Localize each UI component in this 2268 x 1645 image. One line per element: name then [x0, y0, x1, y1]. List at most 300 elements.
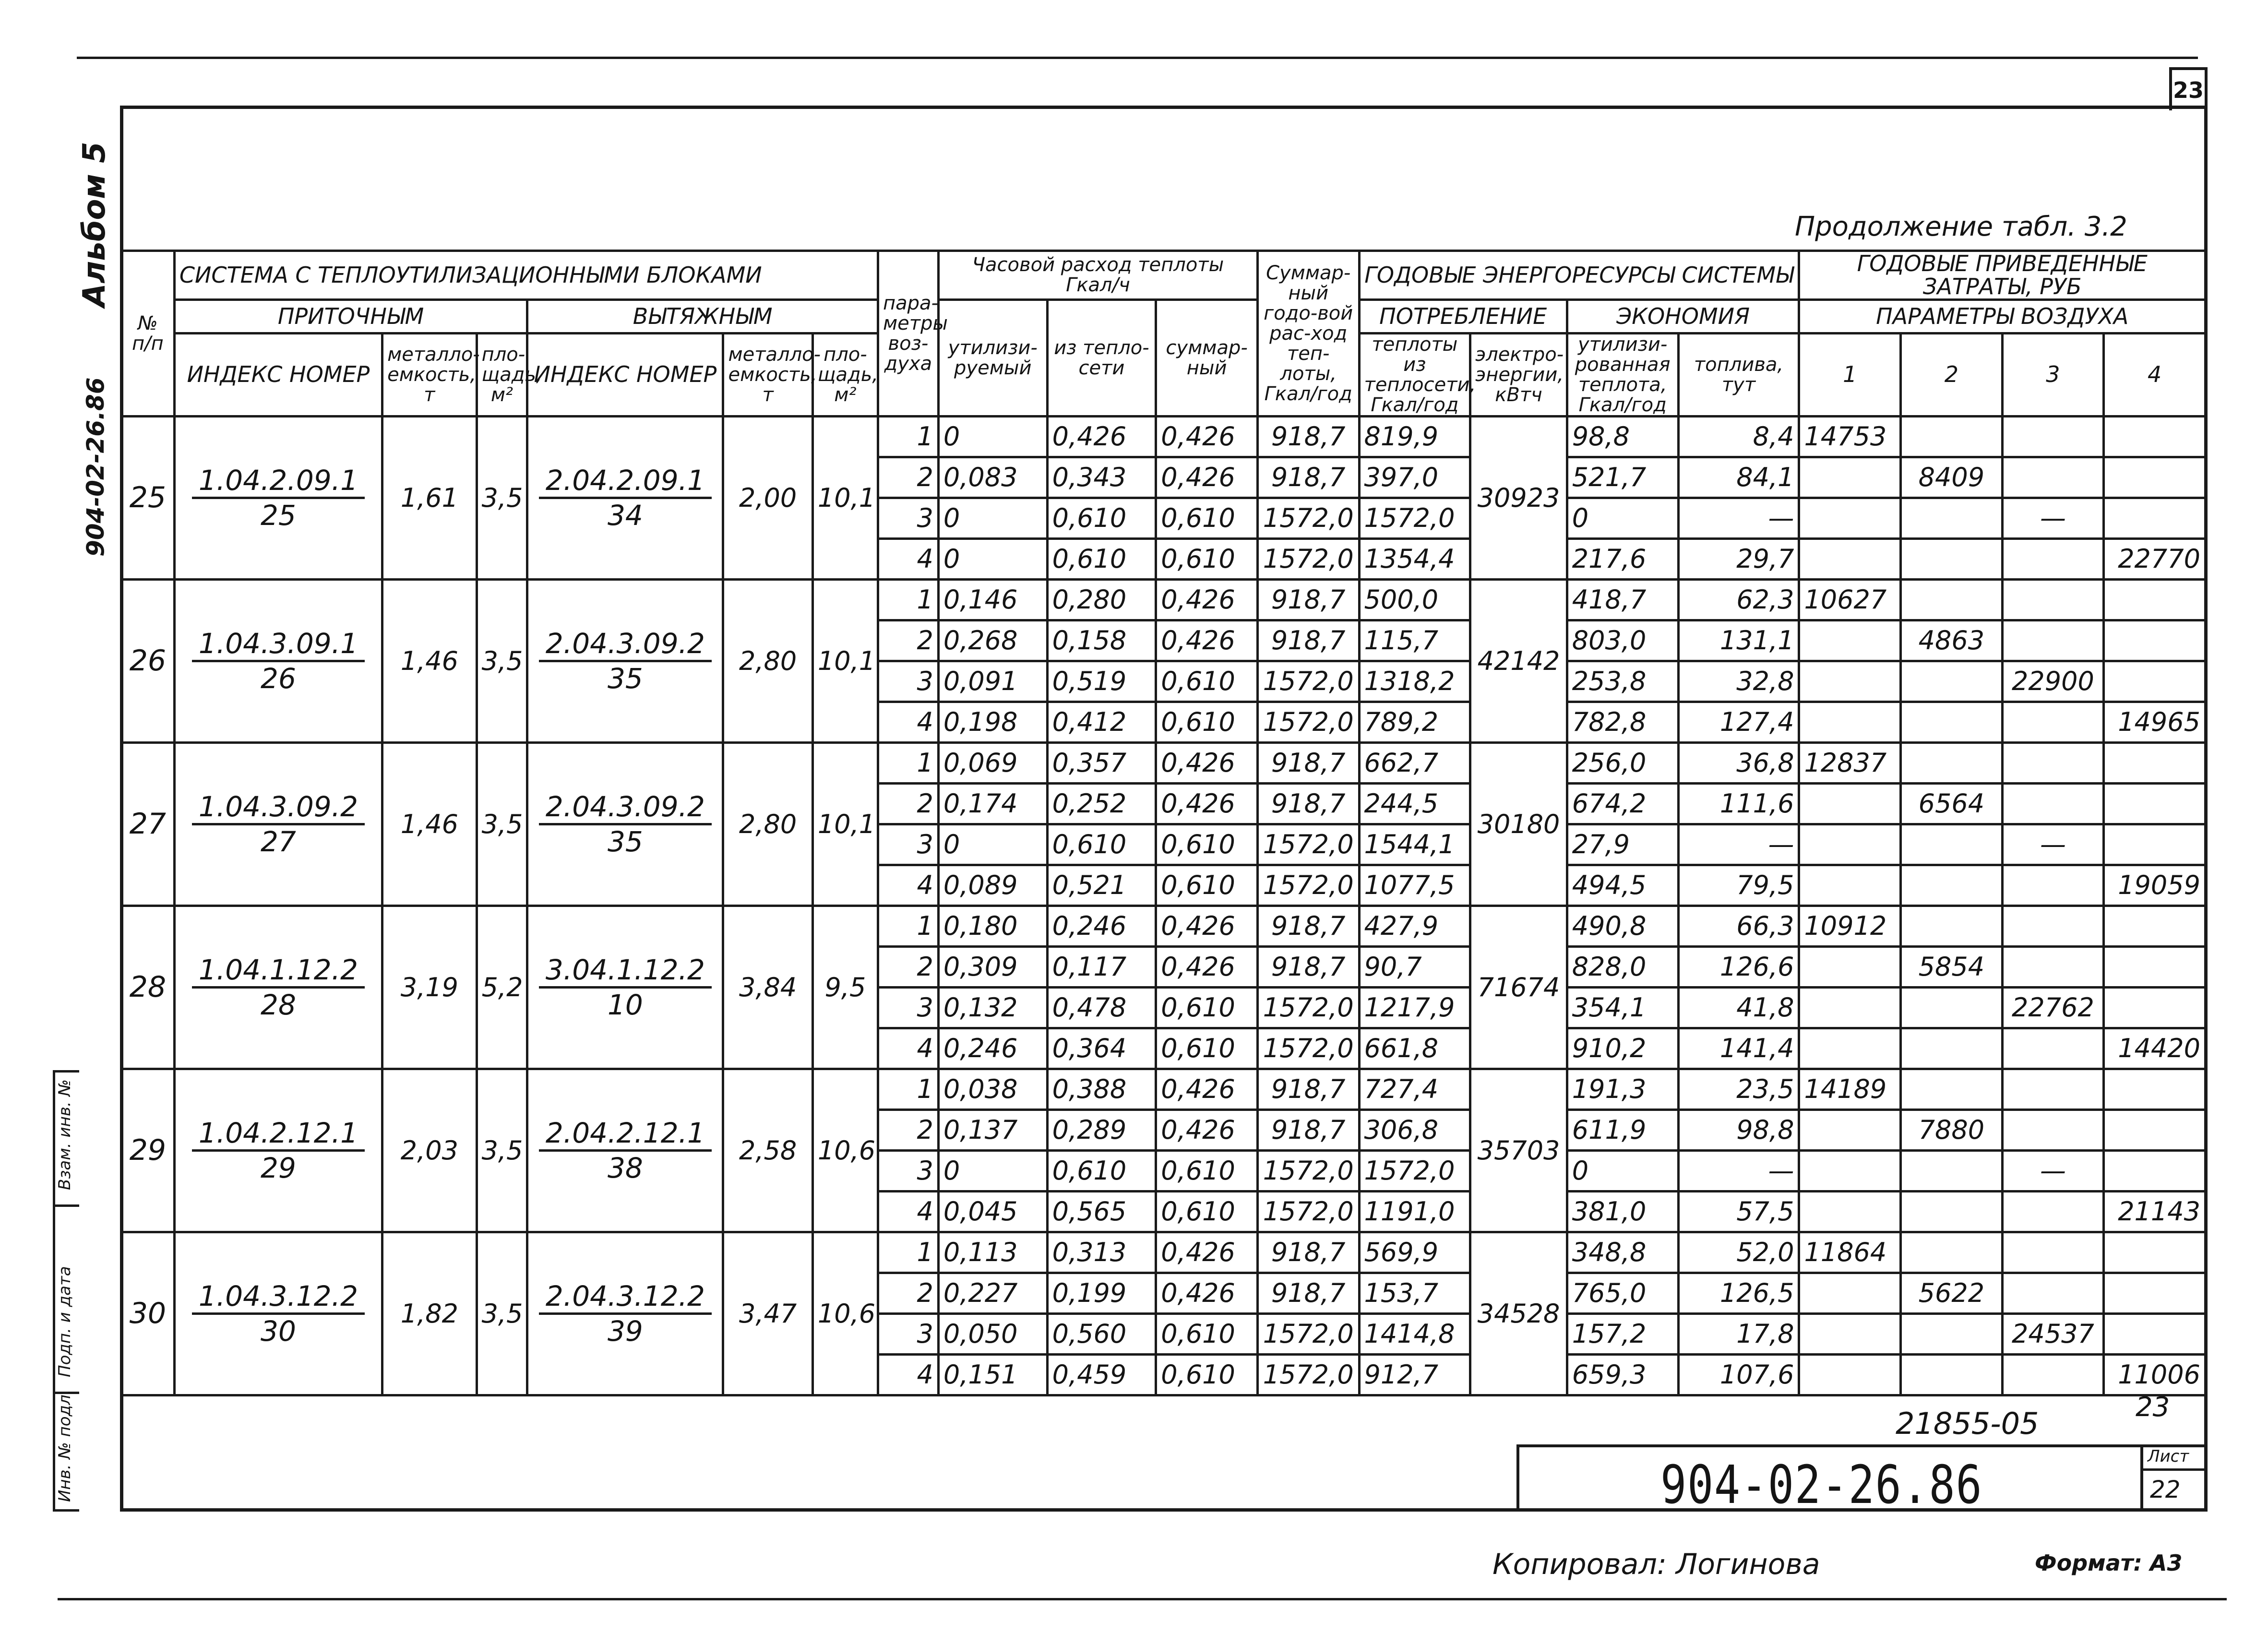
- hourly-from-network: 0,560: [1047, 1313, 1156, 1354]
- table-row: [121, 906, 2206, 946]
- hourly-utilized: 0: [938, 824, 1047, 865]
- air-param: 2: [878, 620, 938, 661]
- supply-area: 3,5: [477, 1069, 527, 1232]
- annual-total: 918,7: [1257, 620, 1359, 661]
- heat-utilized: 782,8: [1567, 702, 1678, 742]
- air-param: 3: [878, 661, 938, 702]
- hourly-utilized: 0,132: [938, 987, 1047, 1028]
- col-electricity: электро-энергии, кВтч: [1470, 333, 1567, 416]
- cost-param-1: [1799, 783, 1901, 824]
- hourly-from-network: 0,388: [1047, 1069, 1156, 1109]
- hourly-total: 0,610: [1156, 702, 1258, 742]
- supply-index-number: [174, 1232, 382, 1395]
- sheet-label: Лист: [2148, 1447, 2189, 1466]
- heat-from-network: 1544,1: [1359, 824, 1470, 865]
- stamp-sign-date: Подп. и дата: [55, 1266, 74, 1377]
- cost-param-4: [2104, 946, 2206, 987]
- heat-utilized: 418,7: [1567, 579, 1678, 620]
- heat-from-network: 1354,4: [1359, 538, 1470, 579]
- cost-param-1: [1799, 824, 1901, 865]
- exhaust-metal: 3,84: [723, 906, 812, 1069]
- col-air-params: пара-метры воз-духа: [878, 251, 938, 417]
- annual-total: 1572,0: [1257, 824, 1359, 865]
- col-fuel: топлива, тут: [1678, 333, 1799, 416]
- annual-total: 918,7: [1257, 1069, 1359, 1109]
- cost-param-4: 19059: [2104, 865, 2206, 906]
- hourly-from-network: 0,117: [1047, 946, 1156, 987]
- annual-total: 918,7: [1257, 416, 1359, 457]
- supply-metal: 1,46: [382, 579, 477, 742]
- fuel: 52,0: [1678, 1232, 1799, 1273]
- air-param: 3: [878, 498, 938, 538]
- sheet-small: 23: [2136, 1392, 2170, 1423]
- fuel: 79,5: [1678, 865, 1799, 906]
- col-supply-metal: металло-емкость, т: [382, 333, 477, 416]
- row-number: 27: [121, 742, 175, 906]
- hourly-total: 0,610: [1156, 498, 1258, 538]
- annual-total: 1572,0: [1257, 865, 1359, 906]
- cost-param-1: [1799, 1150, 1901, 1191]
- col-cost-2: 2: [1901, 333, 2003, 416]
- cost-param-2: 8409: [1901, 457, 2003, 498]
- col-heat-utilized: утилизи-рованная теплота, Гкал/год: [1567, 333, 1678, 416]
- cost-param-3: —: [2002, 824, 2104, 865]
- air-param: 4: [878, 538, 938, 579]
- title-block-divider: [2140, 1468, 2208, 1471]
- heat-utilized: 0: [1567, 498, 1678, 538]
- heat-utilized: 98,8: [1567, 416, 1678, 457]
- hourly-total: 0,426: [1156, 1069, 1258, 1109]
- exhaust-index-number-index: 2.04.3.12.2: [539, 1280, 712, 1315]
- hourly-from-network: 0,357: [1047, 742, 1156, 783]
- heat-utilized: 611,9: [1567, 1109, 1678, 1150]
- fuel: 62,3: [1678, 579, 1799, 620]
- heat-from-network: 1318,2: [1359, 661, 1470, 702]
- hourly-total: 0,610: [1156, 1354, 1258, 1395]
- exhaust-area: 9,5: [812, 906, 878, 1069]
- hourly-utilized: 0: [938, 1150, 1047, 1191]
- cost-param-4: [2104, 457, 2206, 498]
- heat-from-network: 569,9: [1359, 1232, 1470, 1273]
- cost-param-1: [1799, 498, 1901, 538]
- col-exhaust: ВЫТЯЖНЫМ: [527, 299, 878, 333]
- top-trim-line: [77, 57, 2198, 59]
- supply-index-number-number: 30: [261, 1314, 296, 1347]
- exhaust-index-number-index: 2.04.2.12.1: [539, 1117, 712, 1152]
- exhaust-index-number: [527, 1069, 723, 1232]
- supply-index-number-index: 1.04.2.12.1: [192, 1117, 365, 1152]
- supply-index-number-index: 1.04.2.09.1: [192, 464, 365, 499]
- col-utilized: утилизи-руемый: [938, 299, 1047, 416]
- fuel: 98,8: [1678, 1109, 1799, 1150]
- hourly-from-network: 0,364: [1047, 1028, 1156, 1069]
- heat-utilized: 910,2: [1567, 1028, 1678, 1069]
- supply-area: 3,5: [477, 1232, 527, 1395]
- cost-param-3: —: [2002, 1150, 2104, 1191]
- exhaust-area: 10,6: [812, 1232, 878, 1395]
- supply-index-number: [174, 416, 382, 579]
- supply-area: 5,2: [477, 906, 527, 1069]
- heat-from-network: 244,5: [1359, 783, 1470, 824]
- supply-index-number-fraction: [192, 1117, 365, 1184]
- cost-param-1: [1799, 1109, 1901, 1150]
- annual-total: 1572,0: [1257, 1191, 1359, 1232]
- air-param: 4: [878, 1028, 938, 1069]
- table-row: [121, 579, 2206, 620]
- annual-total: 918,7: [1257, 906, 1359, 946]
- fuel: 57,5: [1678, 1191, 1799, 1232]
- hourly-from-network: 0,519: [1047, 661, 1156, 702]
- hourly-utilized: 0: [938, 498, 1047, 538]
- air-param: 3: [878, 824, 938, 865]
- sheet-value: 22: [2150, 1476, 2181, 1503]
- cost-param-2: [1901, 865, 2003, 906]
- hourly-utilized: 0,083: [938, 457, 1047, 498]
- cost-param-1: [1799, 1313, 1901, 1354]
- heat-utilized: 659,3: [1567, 1354, 1678, 1395]
- air-param: 2: [878, 783, 938, 824]
- cost-param-3: [2002, 783, 2104, 824]
- exhaust-index-number: [527, 906, 723, 1069]
- fuel: 17,8: [1678, 1313, 1799, 1354]
- heat-from-network: 662,7: [1359, 742, 1470, 783]
- exhaust-index-number-number: 35: [608, 825, 643, 858]
- sheet-number: 23: [2173, 77, 2204, 103]
- hourly-total: 0,426: [1156, 1273, 1258, 1313]
- row-number: 29: [121, 1069, 175, 1232]
- supply-index-number-number: 29: [261, 1151, 296, 1184]
- hourly-from-network: 0,565: [1047, 1191, 1156, 1232]
- fuel: 107,6: [1678, 1354, 1799, 1395]
- hourly-from-network: 0,521: [1047, 865, 1156, 906]
- cost-param-2: [1901, 742, 2003, 783]
- cost-param-4: [2104, 579, 2206, 620]
- cost-param-4: 14965: [2104, 702, 2206, 742]
- heat-from-network: 727,4: [1359, 1069, 1470, 1109]
- row-number: 30: [121, 1232, 175, 1395]
- air-param: 1: [878, 416, 938, 457]
- cost-param-4: [2104, 1150, 2206, 1191]
- heat-utilized: 256,0: [1567, 742, 1678, 783]
- cost-param-2: 5622: [1901, 1273, 2003, 1313]
- cost-param-3: [2002, 1191, 2104, 1232]
- cost-param-1: [1799, 865, 1901, 906]
- col-energy-group: ГОДОВЫЕ ЭНЕРГОРЕСУРСЫ СИСТЕМЫ: [1359, 251, 1799, 300]
- annual-total: 918,7: [1257, 579, 1359, 620]
- hourly-utilized: 0,045: [938, 1191, 1047, 1232]
- table-row: [121, 1069, 2206, 1109]
- cost-param-3: 24537: [2002, 1313, 2104, 1354]
- cost-param-1: [1799, 1028, 1901, 1069]
- fuel: —: [1678, 824, 1799, 865]
- air-param: 4: [878, 702, 938, 742]
- stamp-inv-no: Инв. № подл.: [55, 1389, 74, 1502]
- hourly-total: 0,610: [1156, 824, 1258, 865]
- heat-from-network: 500,0: [1359, 579, 1470, 620]
- electricity: 30180: [1470, 742, 1567, 906]
- annual-total: 1572,0: [1257, 1028, 1359, 1069]
- cost-param-1: [1799, 620, 1901, 661]
- air-param: 4: [878, 865, 938, 906]
- heat-utilized: 494,5: [1567, 865, 1678, 906]
- hourly-utilized: 0,198: [938, 702, 1047, 742]
- cost-param-4: [2104, 416, 2206, 457]
- hourly-utilized: 0,151: [938, 1354, 1047, 1395]
- cost-param-2: 5854: [1901, 946, 2003, 987]
- col-exhaust-area: пло-щадь, м²: [812, 333, 878, 416]
- fuel: 29,7: [1678, 538, 1799, 579]
- table-row: [121, 742, 2206, 783]
- supply-index-number-number: 28: [261, 988, 296, 1021]
- hourly-from-network: 0,478: [1047, 987, 1156, 1028]
- heat-utilized: 191,3: [1567, 1069, 1678, 1109]
- hourly-utilized: 0,174: [938, 783, 1047, 824]
- fuel: 127,4: [1678, 702, 1799, 742]
- hourly-total: 0,426: [1156, 906, 1258, 946]
- heat-utilized: 765,0: [1567, 1273, 1678, 1313]
- hourly-total: 0,610: [1156, 1028, 1258, 1069]
- heat-from-network: 1077,5: [1359, 865, 1470, 906]
- cost-param-3: —: [2002, 498, 2104, 538]
- cost-param-1: [1799, 946, 1901, 987]
- exhaust-metal: 2,80: [723, 579, 812, 742]
- cost-param-4: [2104, 987, 2206, 1028]
- cost-param-3: [2002, 865, 2104, 906]
- cost-param-4: [2104, 783, 2206, 824]
- heat-from-network: 1572,0: [1359, 498, 1470, 538]
- cost-param-2: [1901, 498, 2003, 538]
- supply-index-number: [174, 579, 382, 742]
- bottom-trim-line: [58, 1598, 2227, 1600]
- annual-total: 918,7: [1257, 457, 1359, 498]
- exhaust-area: 10,1: [812, 742, 878, 906]
- supply-index-number-index: 1.04.3.12.2: [192, 1280, 365, 1315]
- electricity: 71674: [1470, 906, 1567, 1069]
- data-table: [120, 250, 2207, 1396]
- cost-param-3: 22762: [2002, 987, 2104, 1028]
- cost-param-1: 11864: [1799, 1232, 1901, 1273]
- supply-index-number-fraction: [192, 1280, 365, 1347]
- hourly-from-network: 0,313: [1047, 1232, 1156, 1273]
- fuel: 131,1: [1678, 620, 1799, 661]
- hourly-total: 0,426: [1156, 1109, 1258, 1150]
- exhaust-index-number-number: 38: [608, 1151, 643, 1184]
- document-code: 904-02-26.86: [1660, 1454, 1983, 1515]
- exhaust-metal: 2,00: [723, 416, 812, 579]
- cost-param-2: [1901, 1028, 2003, 1069]
- fuel: 66,3: [1678, 906, 1799, 946]
- exhaust-index-number-fraction: [539, 954, 712, 1021]
- row-number: 28: [121, 906, 175, 1069]
- heat-utilized: 27,9: [1567, 824, 1678, 865]
- exhaust-index-number-fraction: [539, 1117, 712, 1184]
- cost-param-4: 22770: [2104, 538, 2206, 579]
- hourly-total: 0,426: [1156, 946, 1258, 987]
- cost-param-2: 4863: [1901, 620, 2003, 661]
- annual-total: 1572,0: [1257, 498, 1359, 538]
- supply-index-number-number: 25: [261, 499, 296, 532]
- table-row: [121, 416, 2206, 457]
- fuel: 126,5: [1678, 1273, 1799, 1313]
- supply-area: 3,5: [477, 742, 527, 906]
- hourly-from-network: 0,610: [1047, 824, 1156, 865]
- col-cost-4: 4: [2104, 333, 2206, 416]
- hourly-total: 0,426: [1156, 620, 1258, 661]
- hourly-total: 0,426: [1156, 579, 1258, 620]
- heat-from-network: 661,8: [1359, 1028, 1470, 1069]
- hourly-utilized: 0,113: [938, 1232, 1047, 1273]
- supply-index-number-index: 1.04.3.09.2: [192, 790, 365, 825]
- cost-param-1: 10912: [1799, 906, 1901, 946]
- cost-param-2: [1901, 987, 2003, 1028]
- fuel: 32,8: [1678, 661, 1799, 702]
- fuel: 141,4: [1678, 1028, 1799, 1069]
- annual-total: 1572,0: [1257, 1354, 1359, 1395]
- hourly-utilized: 0,069: [938, 742, 1047, 783]
- hourly-from-network: 0,412: [1047, 702, 1156, 742]
- exhaust-area: 10,6: [812, 1069, 878, 1232]
- electricity: 42142: [1470, 579, 1567, 742]
- heat-utilized: 217,6: [1567, 538, 1678, 579]
- exhaust-metal: 2,80: [723, 742, 812, 906]
- air-param: 2: [878, 457, 938, 498]
- supply-area: 3,5: [477, 416, 527, 579]
- heat-from-network: 1414,8: [1359, 1313, 1470, 1354]
- fuel: 36,8: [1678, 742, 1799, 783]
- row-number: 25: [121, 416, 175, 579]
- supply-index-number-fraction: [192, 954, 365, 1021]
- fuel: 84,1: [1678, 457, 1799, 498]
- col-cost-1: 1: [1799, 333, 1901, 416]
- hourly-total: 0,610: [1156, 661, 1258, 702]
- hourly-from-network: 0,289: [1047, 1109, 1156, 1150]
- col-no: № п/п: [121, 251, 175, 417]
- exhaust-index-number-number: 39: [608, 1314, 643, 1347]
- col-system-group: СИСТЕМА С ТЕПЛОУТИЛИЗАЦИОННЫМИ БЛОКАМИ: [174, 251, 878, 300]
- heat-from-network: 1191,0: [1359, 1191, 1470, 1232]
- electricity: 35703: [1470, 1069, 1567, 1232]
- hourly-total: 0,610: [1156, 1191, 1258, 1232]
- album-code: 904-02-26.86: [82, 377, 109, 557]
- cost-param-1: 12837: [1799, 742, 1901, 783]
- cost-param-3: [2002, 457, 2104, 498]
- heat-from-network: 789,2: [1359, 702, 1470, 742]
- hourly-from-network: 0,343: [1047, 457, 1156, 498]
- hourly-utilized: 0,180: [938, 906, 1047, 946]
- cost-param-4: [2104, 620, 2206, 661]
- air-param: 3: [878, 1313, 938, 1354]
- hourly-from-network: 0,426: [1047, 416, 1156, 457]
- supply-index-number-fraction: [192, 627, 365, 695]
- exhaust-index-number-fraction: [539, 464, 712, 532]
- heat-utilized: 348,8: [1567, 1232, 1678, 1273]
- exhaust-index-number-fraction: [539, 790, 712, 858]
- exhaust-metal: 2,58: [723, 1069, 812, 1232]
- cost-param-2: 6564: [1901, 783, 2003, 824]
- cost-param-1: 10627: [1799, 579, 1901, 620]
- cost-param-2: [1901, 1150, 2003, 1191]
- annual-total: 1572,0: [1257, 702, 1359, 742]
- annual-total: 1572,0: [1257, 987, 1359, 1028]
- hourly-total: 0,426: [1156, 783, 1258, 824]
- supply-index-number-index: 1.04.3.09.1: [192, 627, 365, 662]
- hourly-total: 0,426: [1156, 1232, 1258, 1273]
- cost-param-4: [2104, 661, 2206, 702]
- cost-param-3: [2002, 620, 2104, 661]
- heat-from-network: 115,7: [1359, 620, 1470, 661]
- fuel: 111,6: [1678, 783, 1799, 824]
- electricity: 30923: [1470, 416, 1567, 579]
- col-hourly-group: Часовой расход теплоты Гкал/ч: [938, 251, 1257, 300]
- cost-param-2: [1901, 1354, 2003, 1395]
- exhaust-index-number-number: 35: [608, 662, 643, 695]
- cost-param-1: 14189: [1799, 1069, 1901, 1109]
- air-param: 1: [878, 1232, 938, 1273]
- supply-index-number: [174, 1069, 382, 1232]
- annual-total: 1572,0: [1257, 1150, 1359, 1191]
- hourly-total: 0,610: [1156, 865, 1258, 906]
- air-param: 3: [878, 1150, 938, 1191]
- cost-param-3: [2002, 416, 2104, 457]
- cost-param-1: [1799, 457, 1901, 498]
- cost-param-1: [1799, 987, 1901, 1028]
- supply-index-number-number: 27: [261, 825, 296, 858]
- hourly-from-network: 0,459: [1047, 1354, 1156, 1395]
- table-row: [121, 1232, 2206, 1273]
- album-label: Альбом 5: [77, 142, 112, 307]
- heat-utilized: 828,0: [1567, 946, 1678, 987]
- cost-param-2: [1901, 416, 2003, 457]
- air-param: 1: [878, 906, 938, 946]
- exhaust-index-number: [527, 742, 723, 906]
- cost-param-4: [2104, 1069, 2206, 1109]
- hourly-from-network: 0,610: [1047, 538, 1156, 579]
- fuel: —: [1678, 1150, 1799, 1191]
- cost-param-3: [2002, 702, 2104, 742]
- annual-total: 918,7: [1257, 742, 1359, 783]
- exhaust-index-number-index: 3.04.1.12.2: [539, 954, 712, 989]
- col-from-network: из тепло-сети: [1047, 299, 1156, 416]
- supply-index-number-fraction: [192, 464, 365, 532]
- cost-param-4: [2104, 906, 2206, 946]
- hourly-total: 0,610: [1156, 987, 1258, 1028]
- hourly-utilized: 0,268: [938, 620, 1047, 661]
- supply-metal: 3,19: [382, 906, 477, 1069]
- hourly-from-network: 0,246: [1047, 906, 1156, 946]
- electricity: 34528: [1470, 1232, 1567, 1395]
- exhaust-index-number-index: 2.04.2.09.1: [539, 464, 712, 499]
- supply-index-number-number: 26: [261, 662, 296, 695]
- cost-param-3: [2002, 538, 2104, 579]
- air-param: 1: [878, 1069, 938, 1109]
- hourly-utilized: 0,091: [938, 661, 1047, 702]
- hourly-utilized: 0,246: [938, 1028, 1047, 1069]
- annual-total: 918,7: [1257, 783, 1359, 824]
- exhaust-index-number: [527, 416, 723, 579]
- cost-param-3: [2002, 579, 2104, 620]
- cost-param-4: [2104, 742, 2206, 783]
- exhaust-index-number-index: 2.04.3.09.2: [539, 627, 712, 662]
- exhaust-index-number-number: 34: [608, 499, 643, 532]
- hourly-total: 0,610: [1156, 538, 1258, 579]
- cost-param-2: [1901, 661, 2003, 702]
- heat-utilized: 354,1: [1567, 987, 1678, 1028]
- air-param: 4: [878, 1354, 938, 1395]
- cost-param-4: [2104, 1232, 2206, 1273]
- table-caption: Продолжение табл. 3.2: [1795, 211, 2127, 242]
- exhaust-metal: 3,47: [723, 1232, 812, 1395]
- col-consumption: ПОТРЕБЛЕНИЕ: [1359, 299, 1567, 333]
